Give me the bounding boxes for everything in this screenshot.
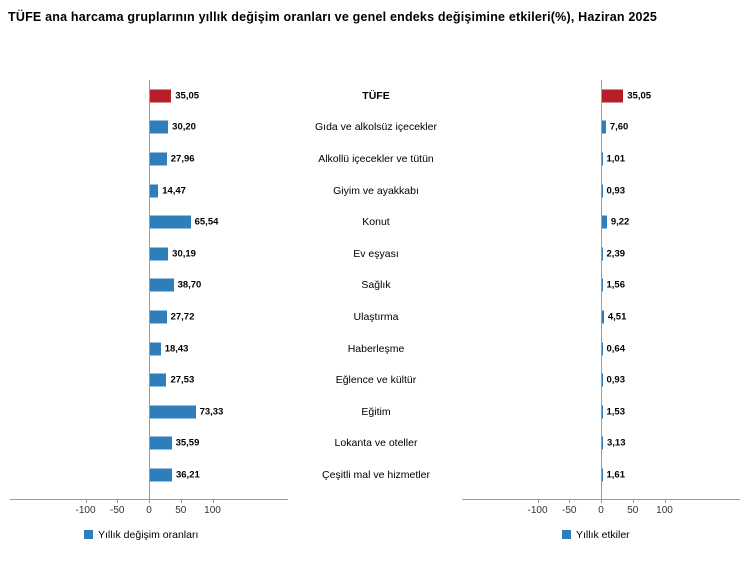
right-panel-bar-cell: [462, 333, 742, 365]
right-panel-bar-cell: [462, 175, 742, 207]
category-label: Çeşitli mal ve hizmetler: [322, 468, 430, 481]
category-label: Lokanta ve oteller: [334, 437, 418, 450]
left-panel-bar-cell: [10, 428, 290, 460]
axis-tick: [213, 499, 214, 503]
bar-value-label: 38,70: [177, 279, 202, 291]
legend-swatch-right: [562, 530, 571, 539]
axis-tick-label: 100: [656, 504, 673, 516]
axis-tick-label: 100: [204, 504, 221, 516]
axis-tick: [601, 499, 602, 503]
axis-tick: [149, 499, 150, 503]
bar-value-label: 7,60: [609, 121, 629, 133]
bar-value-label: 36,21: [175, 469, 200, 481]
chart-row: [0, 206, 750, 238]
bar-rate: [149, 437, 172, 450]
chart-area: [0, 80, 750, 541]
chart-row: [0, 238, 750, 270]
axis-tick: [181, 499, 182, 503]
bar-value-label: 30,19: [172, 248, 196, 260]
bar-effect: [601, 89, 623, 102]
category-label: Alkollü içecekler ve tütün: [318, 152, 434, 165]
legend-label-left: Yıllık değişim oranları: [98, 528, 199, 541]
bar-value-label: 18,43: [164, 343, 189, 355]
bar-rate: [149, 247, 168, 260]
bar-value-label: 1,53: [606, 406, 625, 418]
axis-tick: [86, 499, 87, 503]
bar-value-label: 27,96: [170, 153, 195, 165]
legend-swatch-left: [84, 530, 93, 539]
category-label: Eğlence ve kültür: [335, 374, 417, 387]
right-panel-bar-cell: [462, 270, 742, 302]
category-label: Ulaştırma: [353, 310, 399, 323]
left-panel-bar-cell: [10, 270, 290, 302]
bar-value-label: 30,20: [172, 121, 196, 133]
legend-label-right: Yıllık etkiler: [576, 528, 630, 541]
axis-tick-label: 0: [146, 504, 152, 516]
bar-value-label: 1,61: [606, 469, 625, 481]
bar-value-label: 35,05: [175, 90, 200, 102]
bar-rate: [149, 216, 191, 229]
bar-value-label: 2,39: [606, 248, 626, 260]
bar-value-label: 27,72: [170, 311, 195, 323]
left-panel-bar-cell: [10, 238, 290, 270]
bar-rate: [149, 89, 171, 102]
right-panel-bar-cell: [462, 428, 742, 460]
chart-title: TÜFE ana harcama gruplarının yıllık değişim oranları ve genel endeks değişimine etkileri(%), Haziran 2025: [8, 10, 658, 24]
left-panel-bar-cell: [10, 175, 290, 207]
bar-rate: [149, 184, 158, 197]
category-label: Haberleşme: [347, 342, 405, 355]
right-panel-bar-cell: [462, 396, 742, 428]
chart-row: [0, 80, 750, 112]
chart-row: [0, 333, 750, 365]
chart-row: [0, 428, 750, 460]
bar-value-label: 0,93: [606, 185, 625, 197]
left-panel-bar-cell: [10, 459, 290, 491]
axis-tick-label: -50: [562, 504, 577, 516]
chart-row: [0, 396, 750, 428]
bar-rate: [149, 468, 172, 481]
axis-tick-label: -100: [75, 504, 96, 516]
category-label: TÜFE: [362, 89, 390, 102]
bar-value-label: 27,53: [170, 374, 195, 386]
right-panel-bar-cell: [462, 112, 742, 144]
bar-value-label: 4,51: [607, 311, 627, 323]
left-panel-bar-cell: [10, 301, 290, 333]
axis-tick: [665, 499, 666, 503]
bar-rate: [149, 405, 196, 418]
left-panel-bar-cell: [10, 364, 290, 396]
axis-tick-label: -100: [527, 504, 548, 516]
bar-value-label: 73,33: [199, 406, 224, 418]
chart-row: [0, 143, 750, 175]
chart-row: [0, 270, 750, 302]
category-label: Ev eşyası: [353, 247, 399, 260]
right-panel-bar-cell: [462, 459, 742, 491]
axis-tick: [538, 499, 539, 503]
left-panel-bar-cell: [10, 396, 290, 428]
zero-line-left: [149, 80, 150, 499]
axis-tick-label: -50: [110, 504, 125, 516]
axis-tick-label: 0: [598, 504, 604, 516]
chart-rows: [0, 80, 750, 491]
bar-rate: [149, 121, 168, 134]
bar-rate: [149, 310, 167, 323]
right-panel-bar-cell: [462, 301, 742, 333]
category-label: Gıda ve alkolsüz içecekler: [315, 121, 437, 134]
chart-row: [0, 301, 750, 333]
bar-value-label: 3,13: [606, 437, 626, 449]
legend-left: [84, 529, 198, 541]
right-panel-bar-cell: [462, 364, 742, 396]
bar-rate: [149, 374, 166, 387]
bar-rate: [149, 279, 174, 292]
axis-tick: [569, 499, 570, 503]
chart-row: [0, 112, 750, 144]
bar-value-label: 35,59: [175, 437, 200, 449]
axis-tick-label: 50: [627, 504, 639, 516]
chart-row: [0, 364, 750, 396]
category-label: Eğitim: [361, 405, 391, 418]
chart-row: [0, 175, 750, 207]
category-label: Sağlık: [361, 279, 391, 292]
bar-value-label: 65,54: [194, 216, 219, 228]
chart-row: [0, 459, 750, 491]
bar-value-label: 0,64: [606, 343, 625, 355]
bar-value-label: 0,93: [606, 374, 625, 386]
left-panel-bar-cell: [10, 333, 290, 365]
bar-value-label: 14,47: [162, 185, 186, 197]
left-panel-bar-cell: [10, 143, 290, 175]
right-panel-bar-cell: [462, 80, 742, 112]
right-panel-bar-cell: [462, 143, 742, 175]
bar-rate: [149, 152, 167, 165]
axis-tick: [117, 499, 118, 503]
left-panel-bar-cell: [10, 206, 290, 238]
category-label: Konut: [362, 216, 390, 229]
right-panel-bar-cell: [462, 206, 742, 238]
bar-rate: [149, 342, 161, 355]
bar-value-label: 1,56: [606, 279, 625, 291]
legend-right: [562, 529, 630, 541]
left-panel-bar-cell: [10, 80, 290, 112]
axis-tick-label: 50: [175, 504, 187, 516]
bar-value-label: 35,05: [627, 90, 652, 102]
left-panel-bar-cell: [10, 112, 290, 144]
right-panel-bar-cell: [462, 238, 742, 270]
category-label: Giyim ve ayakkabı: [333, 184, 419, 197]
axis-tick: [633, 499, 634, 503]
bar-value-label: 1,01: [606, 153, 625, 165]
bar-value-label: 9,22: [610, 216, 630, 228]
zero-line-right: [601, 80, 602, 499]
